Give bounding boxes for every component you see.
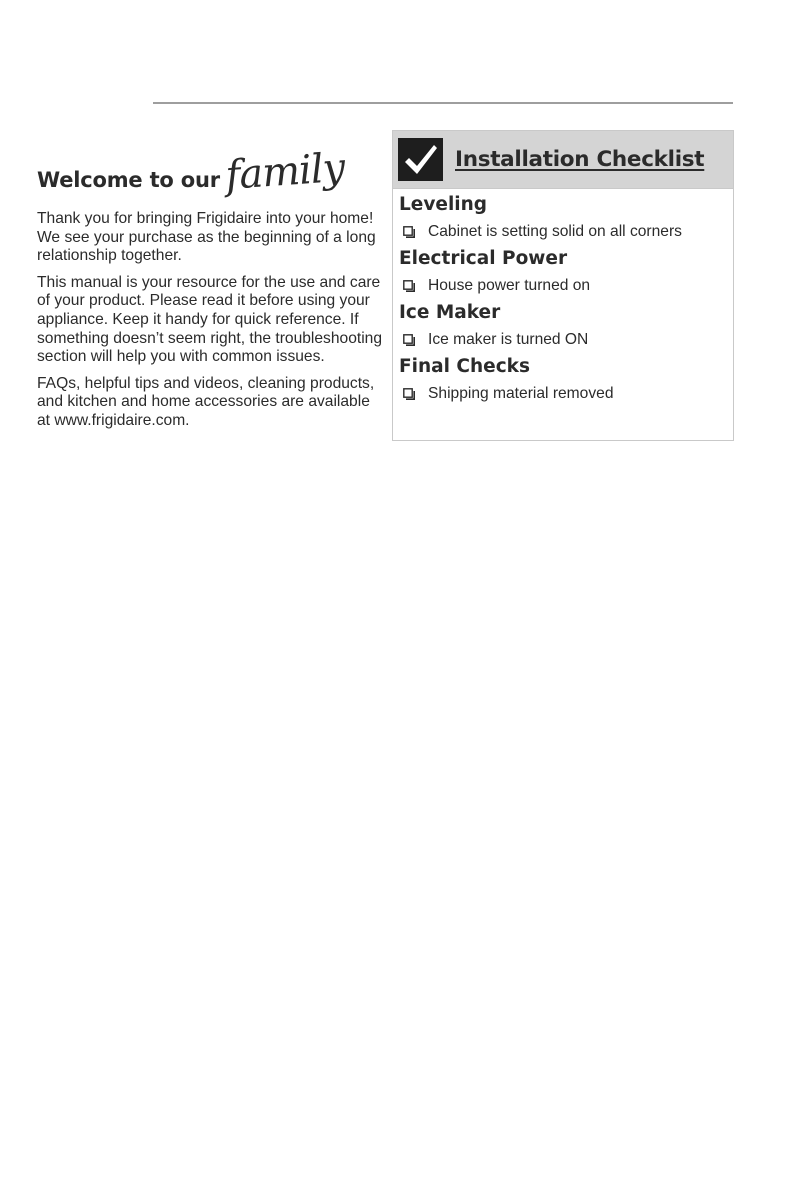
checklist-section-leveling xyxy=(393,194,733,242)
checklist-item-label: Ice maker is turned ON xyxy=(428,331,589,348)
checkbox-icon xyxy=(403,226,415,238)
section-title: Electrical Power xyxy=(399,248,568,269)
checklist-item-label: House power turned on xyxy=(428,277,591,294)
checklist-section-ice-maker xyxy=(393,302,733,350)
checklist-item[interactable] xyxy=(399,276,733,296)
resources-paragraph: FAQs, helpful tips and videos, cleaning products, and kitchen and home accessories are available at www.frigidaire.com. xyxy=(37,374,375,429)
checklist-title: Installation Checklist xyxy=(455,147,705,172)
intro-paragraph: Thank you for bringing Frigidaire into your home! We see your purchase as the beginning of a long relationship together. xyxy=(37,210,376,265)
section-title: Ice Maker xyxy=(399,302,501,323)
welcome-section xyxy=(37,140,385,439)
checklist-section-final-checks xyxy=(393,356,733,404)
checklist-item[interactable] xyxy=(399,330,733,350)
checklist-item[interactable] xyxy=(399,384,733,404)
checklist-item[interactable] xyxy=(399,222,733,242)
manual-paragraph: This manual is your resource for the use and care of your product. Please read it before using your appliance. Keep it handy for quick reference. If something doesn’t seem right, the troubleshooting section will help you with common issues. xyxy=(37,273,383,366)
section-title: Final Checks xyxy=(399,356,530,377)
welcome-heading xyxy=(37,140,385,202)
checklist-section-electrical-power xyxy=(393,248,733,296)
checklist-item-label: Cabinet is setting solid on all corners xyxy=(428,223,682,240)
checklist-item-label: Shipping material removed xyxy=(428,385,614,402)
welcome-script-word: family xyxy=(223,144,346,199)
checklist-header xyxy=(393,131,733,189)
checkmark-icon xyxy=(398,138,443,181)
welcome-heading-text: Welcome to our xyxy=(37,168,220,192)
installation-checklist xyxy=(392,130,734,441)
checkbox-icon xyxy=(403,334,415,346)
top-rule xyxy=(153,102,733,104)
section-title: Leveling xyxy=(399,194,488,215)
checkbox-icon xyxy=(403,388,415,400)
checkbox-icon xyxy=(403,280,415,292)
